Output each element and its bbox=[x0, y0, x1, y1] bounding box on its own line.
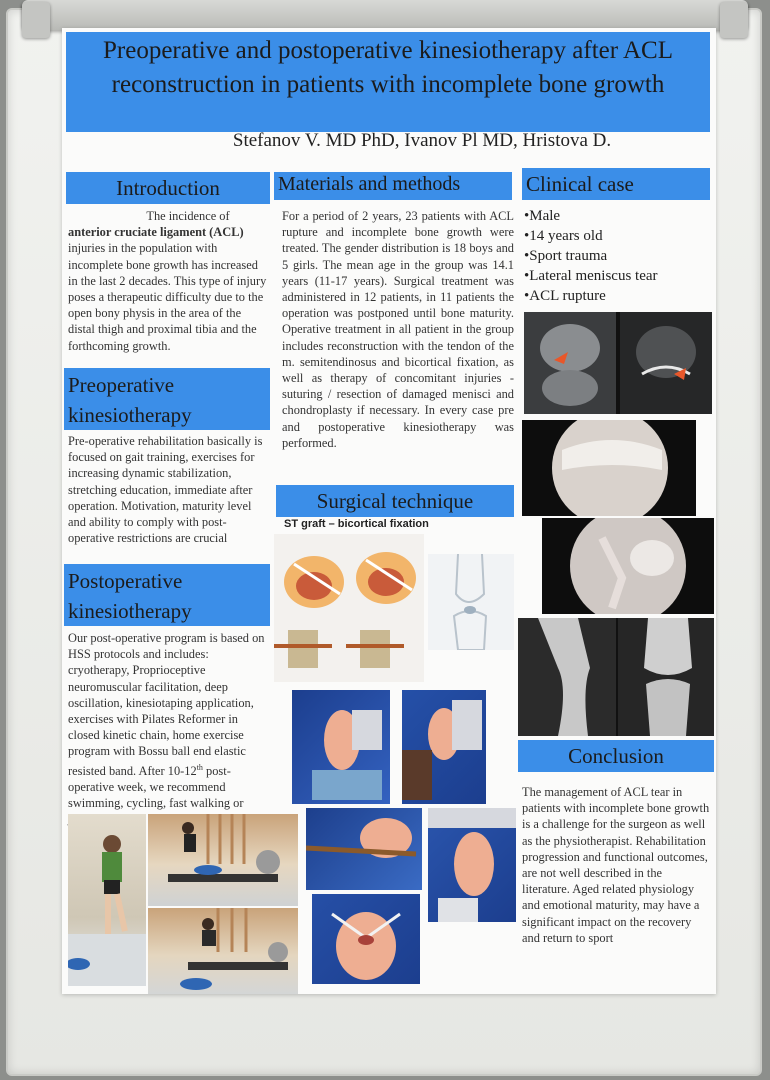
introduction-bold-term: anterior cruciate ligament (ACL) bbox=[68, 225, 244, 240]
clip-left bbox=[22, 2, 50, 38]
arthroscopy-image-2 bbox=[542, 518, 714, 614]
mri-images bbox=[524, 312, 712, 414]
postoperative-sup: th bbox=[196, 762, 203, 772]
clinical-item: •ACL rupture bbox=[524, 288, 606, 304]
introduction-text bbox=[68, 208, 268, 368]
surgical-caption: ST graft – bicortical fixation bbox=[284, 518, 429, 530]
conclusion-text: The management of ACL tear in patients with incomplete bone growth is a challenge for the surgeon as well as the physiotherapist. Rehabilitation progression and functional outcomes, are not well described in the literature. Aged related physiology and emotional maturity, may have a significant impact on the recovery and return to sport bbox=[522, 785, 710, 945]
standing-girl-figure bbox=[68, 814, 146, 986]
surgery-knee-1 bbox=[292, 690, 390, 804]
introduction-heading: Introduction bbox=[66, 172, 270, 204]
surgery-knee-5 bbox=[312, 894, 420, 984]
arthroscopy-image-1 bbox=[522, 420, 696, 516]
xray-images bbox=[518, 618, 714, 736]
arthroscopy-view-2 bbox=[542, 518, 714, 614]
postoperative-body-2: post-operative week, we recommend swimming, cycling, fast walking or bbox=[68, 763, 244, 811]
surgery-photo-1 bbox=[292, 690, 390, 804]
scientific-poster bbox=[62, 28, 716, 994]
postoperative-body-1: Our post-operative program is based on HSS protocols and includes: cryotherapy, Proprioceptive neuromuscular facilitation, deep oscillation, kinesiotaping application, exercises with Pilates Reformer in closed kinetic chain, home exercise program with Bossu ball end elastic resisted band. After 10-12 bbox=[68, 631, 265, 778]
surgery-photo-3 bbox=[306, 808, 422, 890]
clinical-item: •Male bbox=[524, 208, 561, 224]
clinical-list bbox=[524, 206, 714, 306]
clinical-item: •Sport trauma bbox=[524, 248, 608, 264]
reformer-figure-2 bbox=[148, 908, 298, 994]
introduction-body: injuries in the population with incomplete bone growth has increased in the last 2 decades. This type of injury poses a therapeutic difficulty due to the open bony physis in the area of the distal thigh and proximal tibia and the forthcoming growth. bbox=[68, 241, 267, 353]
surgery-photo-5 bbox=[312, 894, 420, 984]
clinical-item: •14 years old bbox=[524, 228, 603, 244]
clinical-heading: Clinical case bbox=[522, 168, 710, 200]
surgical-heading: Surgical technique bbox=[276, 485, 514, 517]
surgery-knee-2 bbox=[402, 690, 486, 804]
poster-clip-rail bbox=[22, 0, 748, 30]
rehab-photo-reformer-1 bbox=[148, 814, 298, 906]
preoperative-heading: Preoperative kinesiotherapy bbox=[64, 368, 270, 430]
mri-scan-pair bbox=[524, 312, 712, 414]
poster-authors: Stefanov V. MD PhD, Ivanov Pl MD, Hristova D. bbox=[232, 130, 612, 151]
knee-section-illustration bbox=[274, 534, 424, 682]
conclusion-heading: Conclusion bbox=[518, 740, 714, 772]
surgery-knee-3 bbox=[306, 808, 422, 890]
materials-heading: Materials and methods bbox=[274, 172, 512, 200]
postoperative-heading: Postoperative kinesiotherapy bbox=[64, 564, 270, 626]
knee-outline-illustration bbox=[428, 554, 514, 650]
rehab-photo-balance bbox=[68, 814, 146, 986]
knee-xray-pair bbox=[518, 618, 714, 736]
surgery-knee-4 bbox=[428, 808, 516, 922]
preoperative-text: Pre-operative rehabilitation basically is focused on gait training, exercises for increasing dynamic stabilization, stretching education, immediate after operation. Motivation, maturity level and ability to comply with post-operative restrictions are crucial bbox=[68, 434, 263, 546]
postoperative-text bbox=[68, 630, 268, 828]
rehab-photo-reformer-2 bbox=[148, 908, 298, 994]
reformer-figure-1 bbox=[148, 814, 298, 906]
introduction-lead: The incidence of bbox=[146, 209, 230, 223]
surgery-photo-2 bbox=[402, 690, 486, 804]
materials-text: For a period of 2 years, 23 patients with ACL rupture and incomplete bone growth were treated. The gender distribution is 18 boys and 5 girls. The mean age in the group was 14.1 years (11-17 years). Surgical treatment was administered in 12 patients, in 11 patients the operation was postponed until bone maturity. Operative treatment in all patient in the group includes reconstruction with the tendon of the m. semitendinosus and bicortical fixation, as well as therapy of concomitant injuries - suturing / resection of damaged menisci and chondroplasty if necessary. In every case pre and postoperative kinesiotherapy was performed. bbox=[282, 209, 514, 450]
surgery-photo-4 bbox=[428, 808, 516, 922]
graft-fixation-diagram bbox=[274, 534, 424, 682]
poster-title: Preoperative and postoperative kinesiotherapy after ACL reconstruction in patients with incomplete bone growth bbox=[66, 32, 710, 132]
clinical-item: •Lateral meniscus tear bbox=[524, 268, 658, 284]
clip-right bbox=[720, 2, 748, 38]
knee-xray-diagram bbox=[428, 554, 514, 650]
arthroscopy-view-1 bbox=[522, 420, 696, 516]
